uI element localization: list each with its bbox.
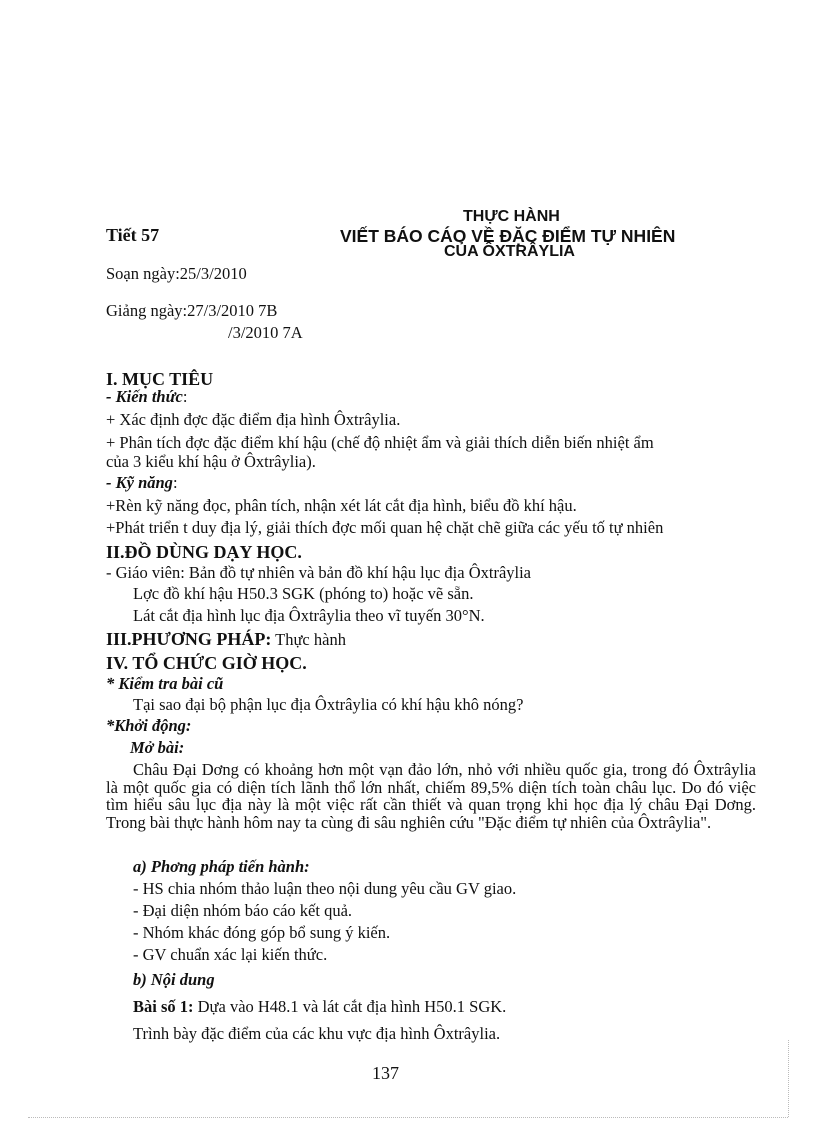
skill-item-2: +Phát triển t duy địa lý, giải thích đợc mối quan hệ chặt chẽ giữa các yếu tố tự nhiên bbox=[106, 518, 664, 537]
section-method-heading: III.PHƯƠNG PHÁP: bbox=[106, 629, 272, 649]
skill-item-1: +Rèn kỹ năng đọc, phân tích, nhận xét lát cắt địa hình, biểu đồ khí hậu. bbox=[106, 496, 577, 515]
content-subheading: b) Nội dung bbox=[133, 970, 215, 989]
title-sub: CỦA ÔXTRÂYLIA bbox=[444, 243, 575, 260]
teaching-date-7b: Giảng ngày:27/3/2010 7B bbox=[106, 301, 278, 320]
method-step-2: - Đại diện nhóm báo cáo kết quả. bbox=[133, 901, 353, 920]
materials-item-1: - Giáo viên: Bản đồ tự nhiên và bản đồ khí hậu lục địa Ôxtrâylia bbox=[106, 563, 532, 582]
page-border-right bbox=[788, 1040, 789, 1117]
title-practice: THỰC HÀNH bbox=[463, 208, 560, 225]
title-main: VIẾT BÁO CÁO VỀ ĐẶC ĐIỂM TỰ NHIÊN bbox=[340, 226, 676, 246]
teaching-date-7a: /3/2010 7A bbox=[228, 323, 303, 342]
materials-item-2: Lợc đồ khí hậu H50.3 SGK (phóng to) hoặc vẽ sẵn. bbox=[133, 584, 474, 603]
skills-label: - Kỹ năng bbox=[106, 473, 173, 492]
introduction-heading: Mở bài: bbox=[130, 738, 185, 757]
introduction-paragraph: Châu Đại Dơng có khoảng hơn một vạn đảo lớn, nhỏ với nhiều quốc gia, trong đó Ôxtrâylia là một quốc gia có diện tích lãnh thổ lớn nhất, chiếm 89,5% diện tích toàn châu lục. Do đó việc tìm hiểu sâu lục địa này là một việc rất cần thiết và quan trọng khi học địa lý châu Đại Dơng. Trong bài thực hành hôm nay ta cùng đi sâu nghiên cứu "Đặc điểm tự nhiên của Ôxtrâylia". bbox=[106, 760, 756, 832]
section-organization-heading: IV. TỔ CHỨC GIỜ HỌC. bbox=[106, 653, 307, 673]
review-heading: * Kiểm tra bài cũ bbox=[106, 674, 224, 693]
lesson-number: Tiết 57 bbox=[106, 225, 160, 245]
exercise-1-text: Dựa vào H48.1 và lát cắt địa hình H50.1 SGK. bbox=[193, 997, 507, 1016]
method-step-4: - GV chuẩn xác lại kiến thức. bbox=[133, 945, 328, 964]
method-subheading: a) Phơng pháp tiến hành: bbox=[133, 857, 310, 876]
knowledge-label: - Kiến thức bbox=[106, 387, 183, 406]
knowledge-item-2-line-1: + Phân tích đợc đặc điểm khí hậu (chế độ nhiệt ẩm và giải thích diễn biến nhiệt ẩm bbox=[106, 433, 654, 452]
prepared-date: Soạn ngày:25/3/2010 bbox=[106, 264, 247, 283]
exercise-1-label: Bài số 1: bbox=[133, 997, 194, 1016]
skills-colon: : bbox=[172, 473, 178, 492]
review-question: Tại sao đại bộ phận lục địa Ôxtrâylia có khí hậu khô nóng? bbox=[133, 695, 524, 714]
exercise-1-question: Trình bày đặc điểm của các khu vực địa hình Ôxtrâylia. bbox=[133, 1024, 501, 1043]
page-number: 137 bbox=[372, 1063, 399, 1083]
section-method bbox=[106, 628, 346, 650]
knowledge-item-1: + Xác định đợc đặc điểm địa hình Ôxtrâylia. bbox=[106, 410, 401, 429]
page-border-bottom bbox=[28, 1117, 788, 1118]
skills-heading bbox=[106, 473, 178, 493]
materials-item-3: Lát cắt địa hình lục địa Ôxtrâylia theo vĩ tuyến 30°N. bbox=[133, 606, 485, 625]
knowledge-item-2-line-2: của 3 kiểu khí hậu ở Ôxtrâylia). bbox=[106, 452, 316, 471]
method-step-3: - Nhóm khác đóng góp bổ sung ý kiến. bbox=[133, 923, 391, 942]
knowledge-colon: : bbox=[182, 387, 188, 406]
warmup-heading: *Khởi động: bbox=[106, 716, 192, 735]
section-method-value: Thực hành bbox=[275, 630, 346, 649]
method-step-1: - HS chia nhóm thảo luận theo nội dung yêu cầu GV giao. bbox=[133, 879, 517, 898]
knowledge-heading bbox=[106, 387, 187, 407]
section-materials-heading: II.ĐỒ DÙNG DẠY HỌC. bbox=[106, 542, 302, 562]
section-objectives-heading: I. MỤC TIÊU bbox=[106, 369, 214, 389]
exercise-1 bbox=[133, 997, 506, 1017]
